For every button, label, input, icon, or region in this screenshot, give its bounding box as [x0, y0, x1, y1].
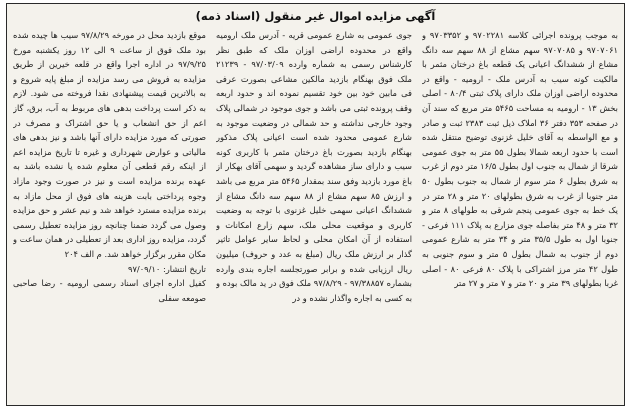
notice-column-right	[422, 28, 618, 400]
notice-column-left	[13, 28, 206, 400]
notice-column-middle	[216, 28, 412, 400]
notice-title: آگهی مزایده اموال غیر منقول (اسناد ذمه)	[195, 9, 436, 23]
publication-date: تاریخ انتشار: ۹۷/۰۹/۱۰	[128, 263, 206, 274]
column-left-text: موقع بازدید محل در مورخه ۹۷/۸/۲۹ سیب ها چیده شده بود ملک فوق از ساعت ۹ الی ۱۲ روز یکشنبه مورخ ۹۷/۹/۲۵ در اداره اجرا واقع در قلعه خیرین از طریق مزایده به فروش می رسد مزایده از مبلغ پایه شروع و به بالاترین قیمت پیشنهادی نقدا فروخته می شود. لازم به ذکر است پرداخت بدهی های مربوط به آب، برق، گاز اعم از حق انشعاب و یا حق اشتراک و مصرف در صورتی که مورد مزایده دارای آنها باشد و نیز بدهی های مالیاتی و عوارض شهرداری و غیره تا تاریخ مزایده اعم از اینکه رقم قطعی آن معلوم شده یا نشده باشد به عهده برنده مزایده است و نیز در صورت وجود مازاد وجوه پرداختی بابت هزینه های فوق از محل مازاد به برنده مزایده مسترد خواهد شد و نیم عشر و حق مزایده وصول می گردد ضمنا چنانچه روز مزایده تعطیل رسمی گردد، مزایده روز اداری بعد از تعطیلی در همان ساعت و مکان مقرر برگزار خواهد شد. م الف ۲۰۴	[13, 30, 206, 259]
auction-notice	[6, 3, 625, 406]
column-right-text: به موجب پرونده اجرائی کلاسه ۹۷۰۲۲۸۱ و ۹۷۰۳۳۵۲ و ۹۷۰۷۰۶۱ و ۹۷۰۷۰۸۵ سهم مشاع از ۸۸ سهم سه دانگ مشاع از ششدانگ اعیانی یک قطعه باغ درختان مثمر با مالکیت کونه سیب به آدرس ملک - ارومیه - واقع در محدوده اراضی اوزان ملک دارای پلاک ثبتی ۸۰/۴ - اصلی بخش ۱۳ - ارومیه به مساحت ۵۴۶۵ متر مربع که سند آن در صفحه ۳۵۳ دفتر ۳۶ املاک ذیل ثبت ۲۳۸۳ ثبت و صادر و مع الواسطه به آقای خلیل غزنوی توضیح منتقل شده است با حدود اربعه شمالا بطول ۵۵ متر به جوی عمومی شرقا از شمال به جنوب اول بطول ۱۶/۵ متر دوم از غرب به شرق بطول ۶ متر سوم از شمال به جنوب بطول ۵۰ متر جنوبا از غرب به شرق بطولهای ۲۰ متر و ۲۸ متر در یک خط به جوی عمومی پنجم شرقی به طولهای ۸ متر و ۳۲ متر و ۴۸ متر بفاصله جوی مزارع به پلاک ۱۱۱ فرعی - جنوبا اول به طول ۳۵/۵ متر و ۳۴ متر به شارع عمومی دوم از جنوب به شمال بطول ۵ متر و سوم جنوبی به طول ۴۲ متر مرز اشتراکی با پلاک ۸۰ فرعی ۸۰ - اصلی غربا بطولهای ۳۹ متر و ۲۰ متر و ۷ متر و ۲۷ متر	[422, 30, 618, 289]
column-middle-text: جوی عمومی به شارع عمومی قریه - آدرس ملک ارومیه واقع در محدوده اراضی اوزان ملک که طبق نظر کارشناس رسمی به شماره وارده ۹۷/۰۳/۰۹ - ۲۱۲۳۹ ملک فوق بهنگام بازدید مالکین مشاعی بصورت عرفی فی مابین خود بین خود تقسیم نموده اند و حدود اربعه وقف پرونده ثبتی می باشد و جوی موجود در شمالی پلاک وجود خارجی نداشته و حد شمالی در وضعیت موجود به شارع عمومی محدود شده است اعیانی پلاک مذکور بهنگام بازدید بصورت باغ درختان مثمر با کاربری کونه سیب و دارای ساز مشاهده گردید و سهمی آقای بهکار از باغ مورد بازدید وفق سند بمقدار ۵۴۶۵ متر مربع می باشد و ارزش ۸۵ سهم مشاع از ۸۸ سهم سه دانگ مشاع از ششدانگ اعیانی سهمی خلیل غزنوی با توجه به وضعیت کاربری و موقعیت محلی ملک، سهم زارع امکانات و استفاده از آن امکان محلی و لحاظ سایر عوامل تاثیر گذار بر ارزش ملک ریال (مبلغ به عدد و حروف) میلیون ریال ارزیابی شده و برابر صورتجلسه اجاره بندی وارده بشماره ۹۷/۳۸۸۵۷ - ۹۷/۸/۲۹ ملک فوق در ید مالک بوده و به کسی به اجاره واگذار نشده و در	[216, 30, 412, 303]
signature: کفیل اداره اجرای اسناد رسمی ارومیه - رضا صاحبی صومعه سفلی	[13, 278, 206, 303]
